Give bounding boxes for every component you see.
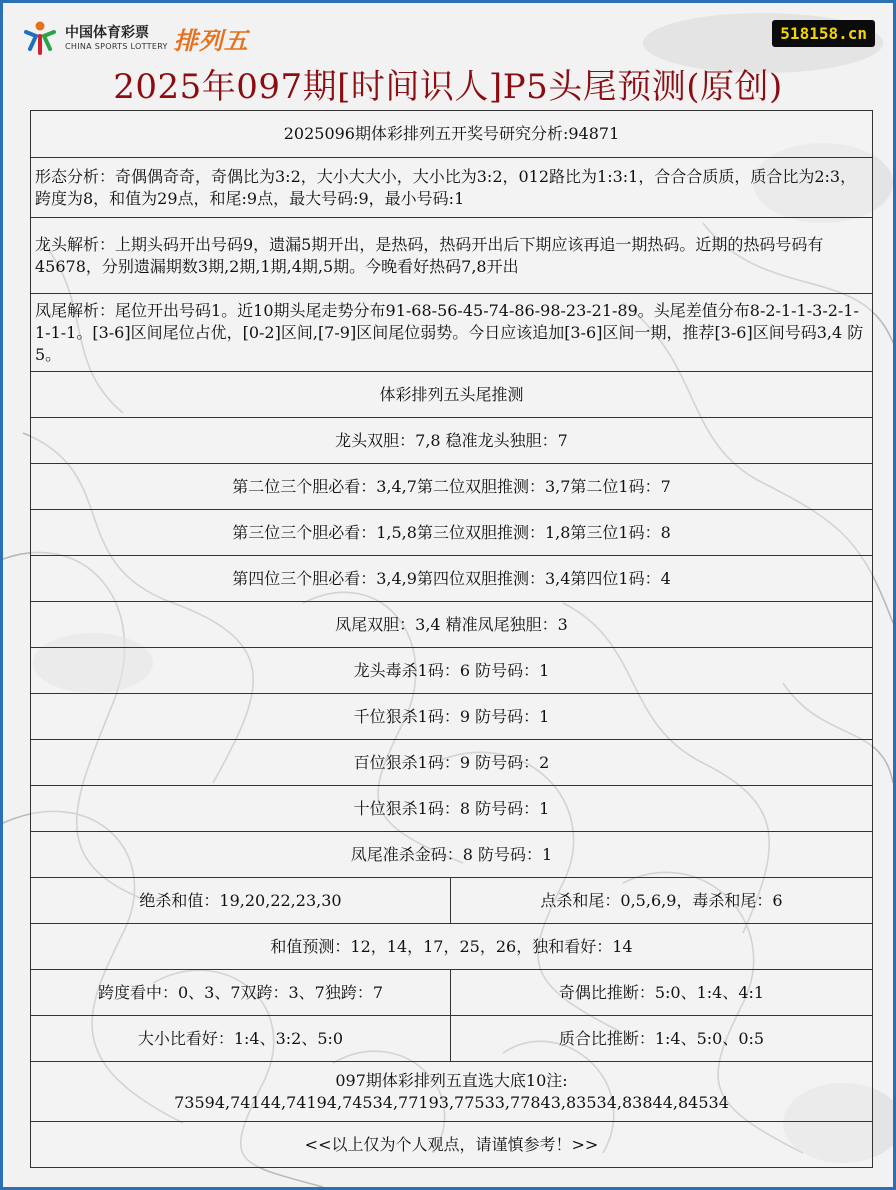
second-position-row: 第二位三个胆必看：3,4,7第二位双胆推测：3,7第二位1码：7 [31, 464, 873, 510]
base-numbers-list: 73594,74144,74194,74534,77193,77533,77843,83534,83844,84534 [174, 1092, 729, 1112]
head-analysis: 龙头解析：上期头码开出号码9，遗漏5期开出，是热码，热码开出后下期应该再追一期热码。近期的热码号码有45678，分别遗漏期数3期,2期,1期,4期,5期。今晚看好热码7,8开出 [31, 218, 873, 294]
thousands-kill-row: 千位狠杀1码：9 防号码：1 [31, 694, 873, 740]
third-position-row: 第三位三个胆必看：1,5,8第三位双胆推测：1,8第三位1码：8 [31, 510, 873, 556]
form-analysis: 形态分析：奇偶偶奇奇，奇偶比为3:2，大小大大小，大小比为3:2，012路比为1:3:1，合合合质质，质合比为2:3，跨度为8，和值为29点，和尾:9点，最大号码:9，最小号码:1 [31, 158, 873, 218]
disclaimer-row: <<以上仅为个人观点，请谨慎参考！>> [31, 1122, 873, 1168]
china-sports-lottery-logo [21, 19, 249, 57]
analysis-heading: 2025096期体彩排列五开奖号研究分析:94871 [31, 111, 873, 158]
kill-sum-cell: 绝杀和值：19,20,22,23,30 [31, 878, 451, 924]
logo-chinese-text: 中国体育彩票 [65, 24, 149, 41]
sum-forecast-row: 和值预测：12，14，17，25，26，独和看好：14 [31, 924, 873, 970]
span-cell: 跨度看中：0、3、7双跨：3、7独跨：7 [31, 970, 451, 1016]
head-pick-row: 龙头双胆：7,8 稳准龙头独胆：7 [31, 418, 873, 464]
tail-analysis: 凤尾解析：尾位开出号码1。近10期头尾走势分布91-68-56-45-74-86-98-23-21-89。头尾差值分布8-2-1-1-3-2-1-1-1-1。[3-6]区间尾位占优，[0-2]区间,[7-9]区间尾位弱势。今日应该追加[3-6]区间一期，推荐[3-6]区间号码3,4 防5。 [31, 294, 873, 372]
kill-tail-cell: 点杀和尾：0,5,6,9，毒杀和尾：6 [451, 878, 873, 924]
tens-kill-row: 十位狠杀1码：8 防号码：1 [31, 786, 873, 832]
lottery-logo-icon [21, 19, 59, 57]
prediction-table [30, 110, 873, 1168]
page-title: 2025年097期[时间识人]P5头尾预测(原创) [113, 67, 783, 107]
tail-pick-row: 凤尾双胆：3,4 精准凤尾独胆：3 [31, 602, 873, 648]
prediction-heading: 体彩排列五头尾推测 [31, 372, 873, 418]
big-small-cell: 大小比看好：1:4、3:2、5:0 [31, 1016, 451, 1062]
site-badge[interactable]: 518158.cn [772, 20, 875, 47]
head-kill-row: 龙头毒杀1码：6 防号码：1 [31, 648, 873, 694]
prime-composite-cell: 质合比推断：1:4、5:0、0:5 [451, 1016, 873, 1062]
fourth-position-row: 第四位三个胆必看：3,4,9第四位双胆推测：3,4第四位1码：4 [31, 556, 873, 602]
odd-even-cell: 奇偶比推断：5:0、1:4、4:1 [451, 970, 873, 1016]
logo-p5-text: 排列五 [173, 26, 249, 55]
header [3, 3, 893, 111]
tail-kill-row: 凤尾准杀金码：8 防号码：1 [31, 832, 873, 878]
hundreds-kill-row: 百位狠杀1码：9 防号码：2 [31, 740, 873, 786]
base-numbers-cell [31, 1062, 873, 1122]
logo-english-text: CHINA SPORTS LOTTERY [65, 41, 168, 51]
base-numbers-title: 097期体彩排列五直选大底10注: [335, 1070, 568, 1090]
